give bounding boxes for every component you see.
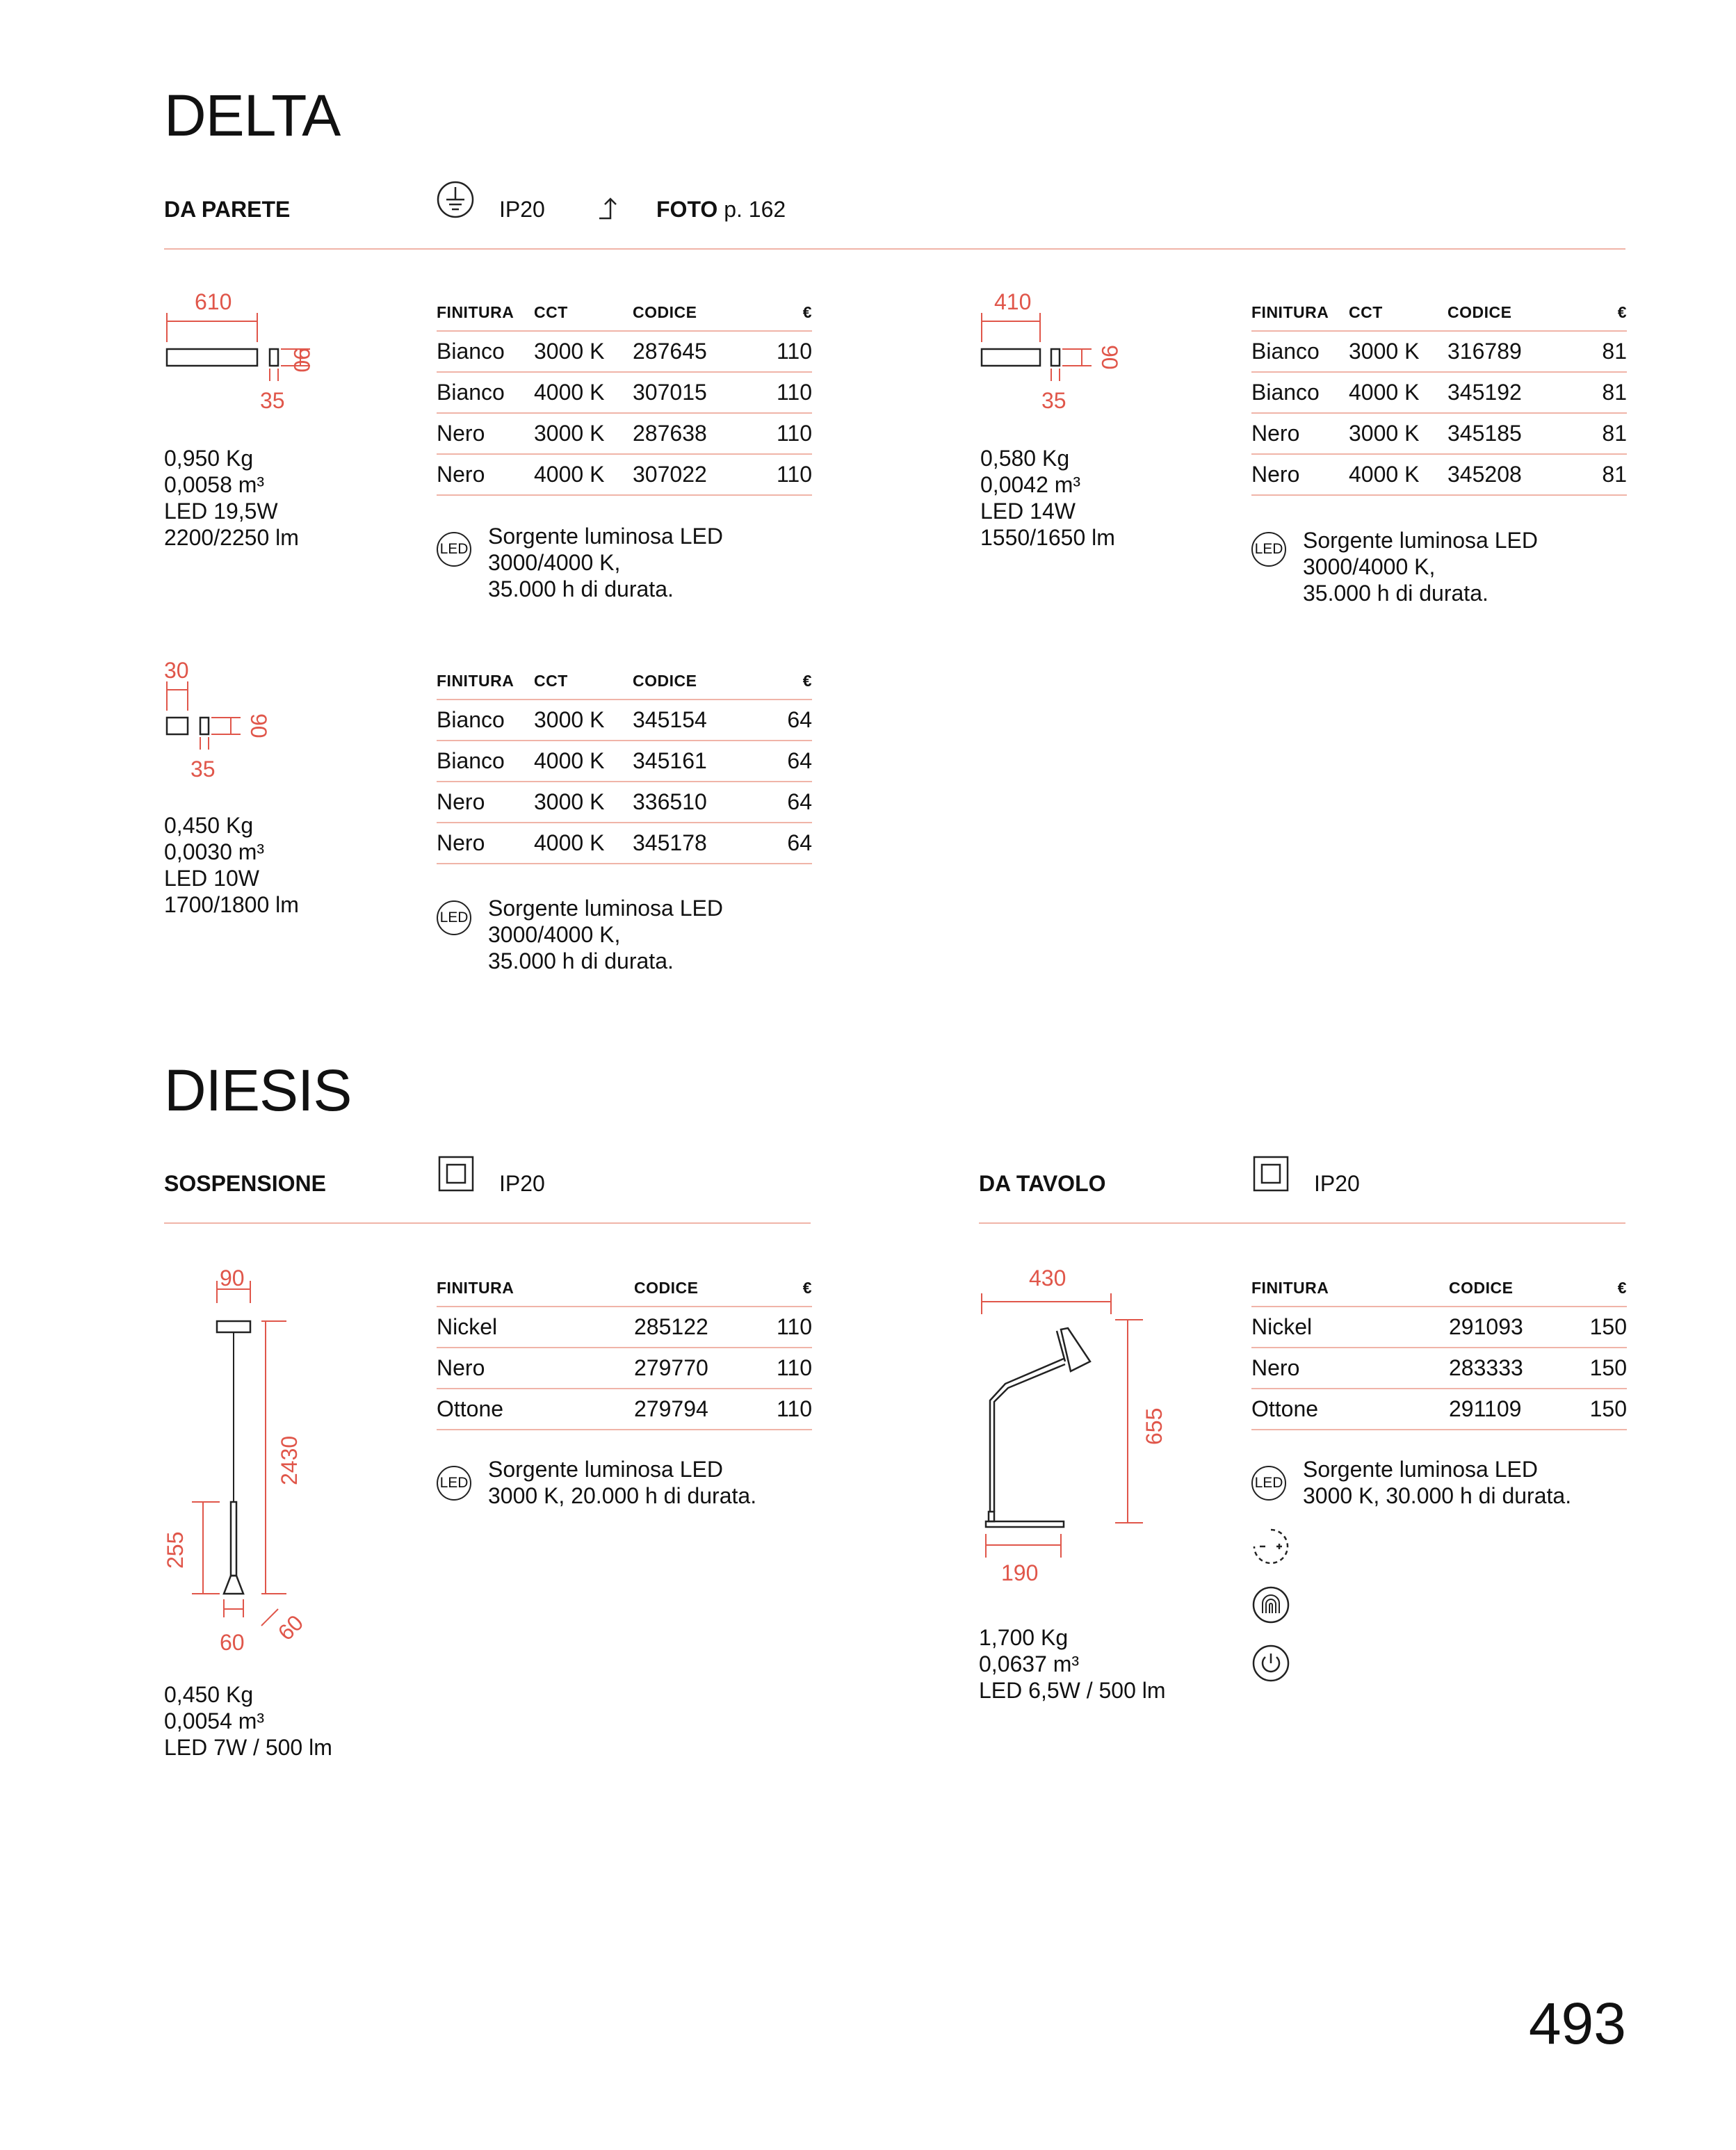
product-table-delta-2 <box>1251 302 1627 496</box>
spec-weight: 1,700 Kg <box>979 1625 1069 1650</box>
spec-volume: 0,0058 m³ <box>164 472 265 497</box>
table-row <box>1251 331 1627 372</box>
cell-codice: 307015 <box>633 372 754 413</box>
dim-width: 430 <box>1029 1266 1066 1291</box>
dim-width: 30 <box>164 658 189 683</box>
cell-cct: 3000 K <box>1349 413 1447 454</box>
photo-label: FOTO <box>656 197 718 222</box>
cell-finitura: Bianco <box>1251 331 1349 372</box>
dim-base: 190 <box>1001 1560 1039 1585</box>
cell-codice: 279770 <box>634 1348 754 1389</box>
col-finitura: FINITURA <box>437 302 514 321</box>
dimension-drawing-delta-610 <box>164 289 345 417</box>
cell-price: 81 <box>1582 372 1628 413</box>
led-note-sospensione <box>488 1456 756 1509</box>
spec-power: LED 6,5W / 500 lm <box>979 1678 1166 1703</box>
cell-cct: 4000 K <box>1349 454 1447 495</box>
cell-finitura: Nero <box>1251 1348 1449 1389</box>
cell-finitura: Ottone <box>1251 1389 1449 1430</box>
spec-weight: 0,450 Kg <box>164 813 254 838</box>
cell-cct: 4000 K <box>534 741 633 782</box>
ip-rating: IP20 <box>499 1171 545 1196</box>
col-finitura: FINITURA <box>1251 1278 1329 1297</box>
col-codice: CODICE <box>1449 1278 1514 1297</box>
note-line: 3000/4000 K, <box>488 922 621 947</box>
cell-finitura: Nero <box>437 782 534 823</box>
col-price: € <box>802 1278 812 1297</box>
cell-finitura: Nickel <box>1251 1307 1449 1348</box>
cell-codice: 345154 <box>633 700 768 741</box>
note-line: Sorgente luminosa LED <box>488 896 723 921</box>
led-note-tavolo <box>1303 1456 1571 1509</box>
note-line: 3000 K, 20.000 h di durata. <box>488 1483 757 1508</box>
dimmer-icon <box>1251 1527 1290 1566</box>
spec-weight: 0,580 Kg <box>980 446 1070 471</box>
divider-tavolo <box>979 1222 1625 1224</box>
table-row <box>437 782 812 823</box>
dim-width: 410 <box>994 289 1032 314</box>
earth-ground-icon <box>436 180 475 219</box>
cell-price: 150 <box>1568 1348 1627 1389</box>
table-row <box>1251 1389 1627 1430</box>
cell-codice: 279794 <box>634 1389 754 1430</box>
dim-diag: 60 <box>273 1610 309 1646</box>
col-cct: CCT <box>534 671 568 690</box>
note-line: 3000/4000 K, <box>488 550 621 575</box>
specs-tavolo <box>979 1624 1166 1704</box>
cell-finitura: Nickel <box>437 1307 634 1348</box>
photo-page: p. 162 <box>717 197 786 222</box>
cell-price: 110 <box>754 1389 812 1430</box>
ip-rating: IP20 <box>1314 1171 1360 1196</box>
cell-codice: 287638 <box>633 413 754 454</box>
cell-cct: 3000 K <box>534 413 633 454</box>
spec-power: LED 14W <box>980 499 1076 524</box>
dim-height: 90 <box>289 348 314 373</box>
cell-finitura: Bianco <box>1251 372 1349 413</box>
cell-price: 81 <box>1582 454 1628 495</box>
cell-codice: 345185 <box>1447 413 1582 454</box>
col-codice: CODICE <box>633 671 697 690</box>
spec-volume: 0,0054 m³ <box>164 1708 265 1733</box>
cell-cct: 3000 K <box>534 782 633 823</box>
led-icon: LED <box>437 900 471 935</box>
spec-lumen: 1550/1650 lm <box>980 525 1115 550</box>
section-title-delta: DELTA <box>164 83 341 148</box>
class-ii-icon <box>1253 1156 1289 1192</box>
col-codice: CODICE <box>634 1278 699 1297</box>
cell-price: 110 <box>754 413 812 454</box>
note-line: 3000 K, 30.000 h di durata. <box>1303 1483 1572 1508</box>
note-line: Sorgente luminosa LED <box>488 1457 723 1482</box>
table-row <box>1251 454 1627 495</box>
table-row <box>437 372 812 413</box>
specs-delta-2 <box>980 445 1115 551</box>
spec-volume: 0,0042 m³ <box>980 472 1081 497</box>
spec-lumen: 2200/2250 lm <box>164 525 299 550</box>
cell-price: 110 <box>754 372 812 413</box>
power-icon <box>1251 1644 1290 1683</box>
led-icon: LED <box>437 532 471 567</box>
col-finitura: FINITURA <box>437 1278 514 1297</box>
table-row <box>437 413 812 454</box>
cell-finitura: Nero <box>437 1348 634 1389</box>
cell-price: 64 <box>768 823 813 864</box>
led-icon: LED <box>1251 1466 1286 1501</box>
col-price: € <box>802 671 812 690</box>
arrow-up-right-icon <box>598 196 626 221</box>
led-icon: LED <box>1251 532 1286 567</box>
cell-codice: 291109 <box>1449 1389 1568 1430</box>
cell-cct: 3000 K <box>534 700 633 741</box>
cell-codice: 307022 <box>633 454 754 495</box>
table-row <box>1251 1307 1627 1348</box>
dim-depth: 35 <box>260 388 285 413</box>
cell-finitura: Nero <box>1251 413 1349 454</box>
cell-price: 110 <box>754 331 812 372</box>
page-number: 493 <box>1528 1991 1626 2056</box>
cell-finitura: Nero <box>437 823 534 864</box>
col-finitura: FINITURA <box>437 671 514 690</box>
col-price: € <box>802 302 812 321</box>
cell-cct: 4000 K <box>534 454 633 495</box>
table-row <box>1251 413 1627 454</box>
photo-reference[interactable] <box>656 198 786 220</box>
cell-price: 110 <box>754 454 812 495</box>
led-icon: LED <box>437 1466 471 1501</box>
cell-price: 64 <box>768 700 813 741</box>
col-price: € <box>1617 1278 1627 1297</box>
note-line: 35.000 h di durata. <box>488 948 674 973</box>
led-note-delta-2 <box>1303 527 1538 606</box>
table-row <box>437 823 812 864</box>
spec-power: LED 7W / 500 lm <box>164 1735 332 1760</box>
cell-finitura: Bianco <box>437 741 534 782</box>
dim-depth: 35 <box>1041 388 1066 413</box>
subtitle-da-tavolo: DA TAVOLO <box>979 1171 1106 1196</box>
cell-codice: 291093 <box>1449 1307 1568 1348</box>
cell-finitura: Bianco <box>437 700 534 741</box>
cell-codice: 336510 <box>633 782 768 823</box>
specs-delta-3 <box>164 812 299 918</box>
cell-price: 64 <box>768 741 813 782</box>
product-table-delta-1 <box>437 302 812 496</box>
product-table-tavolo <box>1251 1278 1627 1430</box>
class-ii-icon <box>438 1156 474 1192</box>
cell-finitura: Bianco <box>437 331 534 372</box>
note-line: Sorgente luminosa LED <box>1303 1457 1538 1482</box>
table-row <box>437 1389 812 1430</box>
product-table-delta-3 <box>437 671 812 864</box>
divider-sospensione <box>164 1222 811 1224</box>
divider-delta <box>164 248 1625 250</box>
cell-finitura: Nero <box>1251 454 1349 495</box>
table-row <box>437 1348 812 1389</box>
col-codice: CODICE <box>1447 302 1512 321</box>
cell-codice: 345178 <box>633 823 768 864</box>
cell-finitura: Nero <box>437 413 534 454</box>
cell-codice: 316789 <box>1447 331 1582 372</box>
col-cct: CCT <box>1349 302 1383 321</box>
table-row <box>1251 372 1627 413</box>
cell-cct: 4000 K <box>534 823 633 864</box>
specs-sospensione <box>164 1681 332 1761</box>
cell-price: 110 <box>754 1348 812 1389</box>
cell-price: 150 <box>1568 1307 1627 1348</box>
dim-depth: 35 <box>190 757 216 782</box>
dim-top: 90 <box>220 1266 245 1291</box>
cell-price: 110 <box>754 1307 812 1348</box>
spec-volume: 0,0637 m³ <box>979 1651 1080 1676</box>
table-row <box>1251 1348 1627 1389</box>
ip-rating: IP20 <box>499 197 545 222</box>
cell-finitura: Bianco <box>437 372 534 413</box>
note-line: 35.000 h di durata. <box>488 576 674 601</box>
cell-finitura: Ottone <box>437 1389 634 1430</box>
led-note-delta-1 <box>488 523 723 602</box>
cell-cct: 4000 K <box>534 372 633 413</box>
cell-codice: 287645 <box>633 331 754 372</box>
subtitle-sospensione: SOSPENSIONE <box>164 1171 326 1196</box>
note-line: Sorgente luminosa LED <box>488 524 723 549</box>
spec-power: LED 10W <box>164 866 259 891</box>
cell-codice: 345192 <box>1447 372 1582 413</box>
dim-height: 2430 <box>277 1435 302 1485</box>
note-line: 3000/4000 K, <box>1303 554 1436 579</box>
dim-height: 90 <box>246 713 271 738</box>
cell-codice: 285122 <box>634 1307 754 1348</box>
cell-codice: 345161 <box>633 741 768 782</box>
cell-price: 64 <box>768 782 813 823</box>
dim-width: 610 <box>195 289 232 314</box>
spec-volume: 0,0030 m³ <box>164 839 265 864</box>
cell-price: 150 <box>1568 1389 1627 1430</box>
dimension-drawing-sospensione <box>164 1272 331 1662</box>
led-note-delta-3 <box>488 895 723 974</box>
cell-finitura: Nero <box>437 454 534 495</box>
cell-price: 81 <box>1582 331 1628 372</box>
col-codice: CODICE <box>633 302 697 321</box>
specs-delta-1 <box>164 445 299 551</box>
table-row <box>437 700 812 741</box>
table-row <box>437 1307 812 1348</box>
spec-power: LED 19,5W <box>164 499 278 524</box>
dim-height: 90 <box>1097 345 1122 370</box>
cell-codice: 283333 <box>1449 1348 1568 1389</box>
note-line: 35.000 h di durata. <box>1303 581 1488 606</box>
col-cct: CCT <box>534 302 568 321</box>
spec-weight: 0,950 Kg <box>164 446 254 471</box>
cell-codice: 345208 <box>1447 454 1582 495</box>
cell-price: 81 <box>1582 413 1628 454</box>
touch-icon <box>1251 1585 1290 1624</box>
spec-weight: 0,450 Kg <box>164 1682 254 1707</box>
table-row <box>437 741 812 782</box>
cell-cct: 3000 K <box>1349 331 1447 372</box>
cell-cct: 3000 K <box>534 331 633 372</box>
product-table-sospensione <box>437 1278 812 1430</box>
dim-height: 655 <box>1142 1407 1167 1445</box>
note-line: Sorgente luminosa LED <box>1303 528 1538 553</box>
cell-cct: 4000 K <box>1349 372 1447 413</box>
col-finitura: FINITURA <box>1251 302 1329 321</box>
table-row <box>437 331 812 372</box>
subtitle-da-parete: DA PARETE <box>164 197 291 222</box>
table-row <box>437 454 812 495</box>
dim-lower: 255 <box>163 1531 188 1569</box>
section-title-diesis: DIESIS <box>164 1058 352 1123</box>
col-price: € <box>1617 302 1627 321</box>
dim-base: 60 <box>220 1630 245 1655</box>
spec-lumen: 1700/1800 lm <box>164 892 299 917</box>
